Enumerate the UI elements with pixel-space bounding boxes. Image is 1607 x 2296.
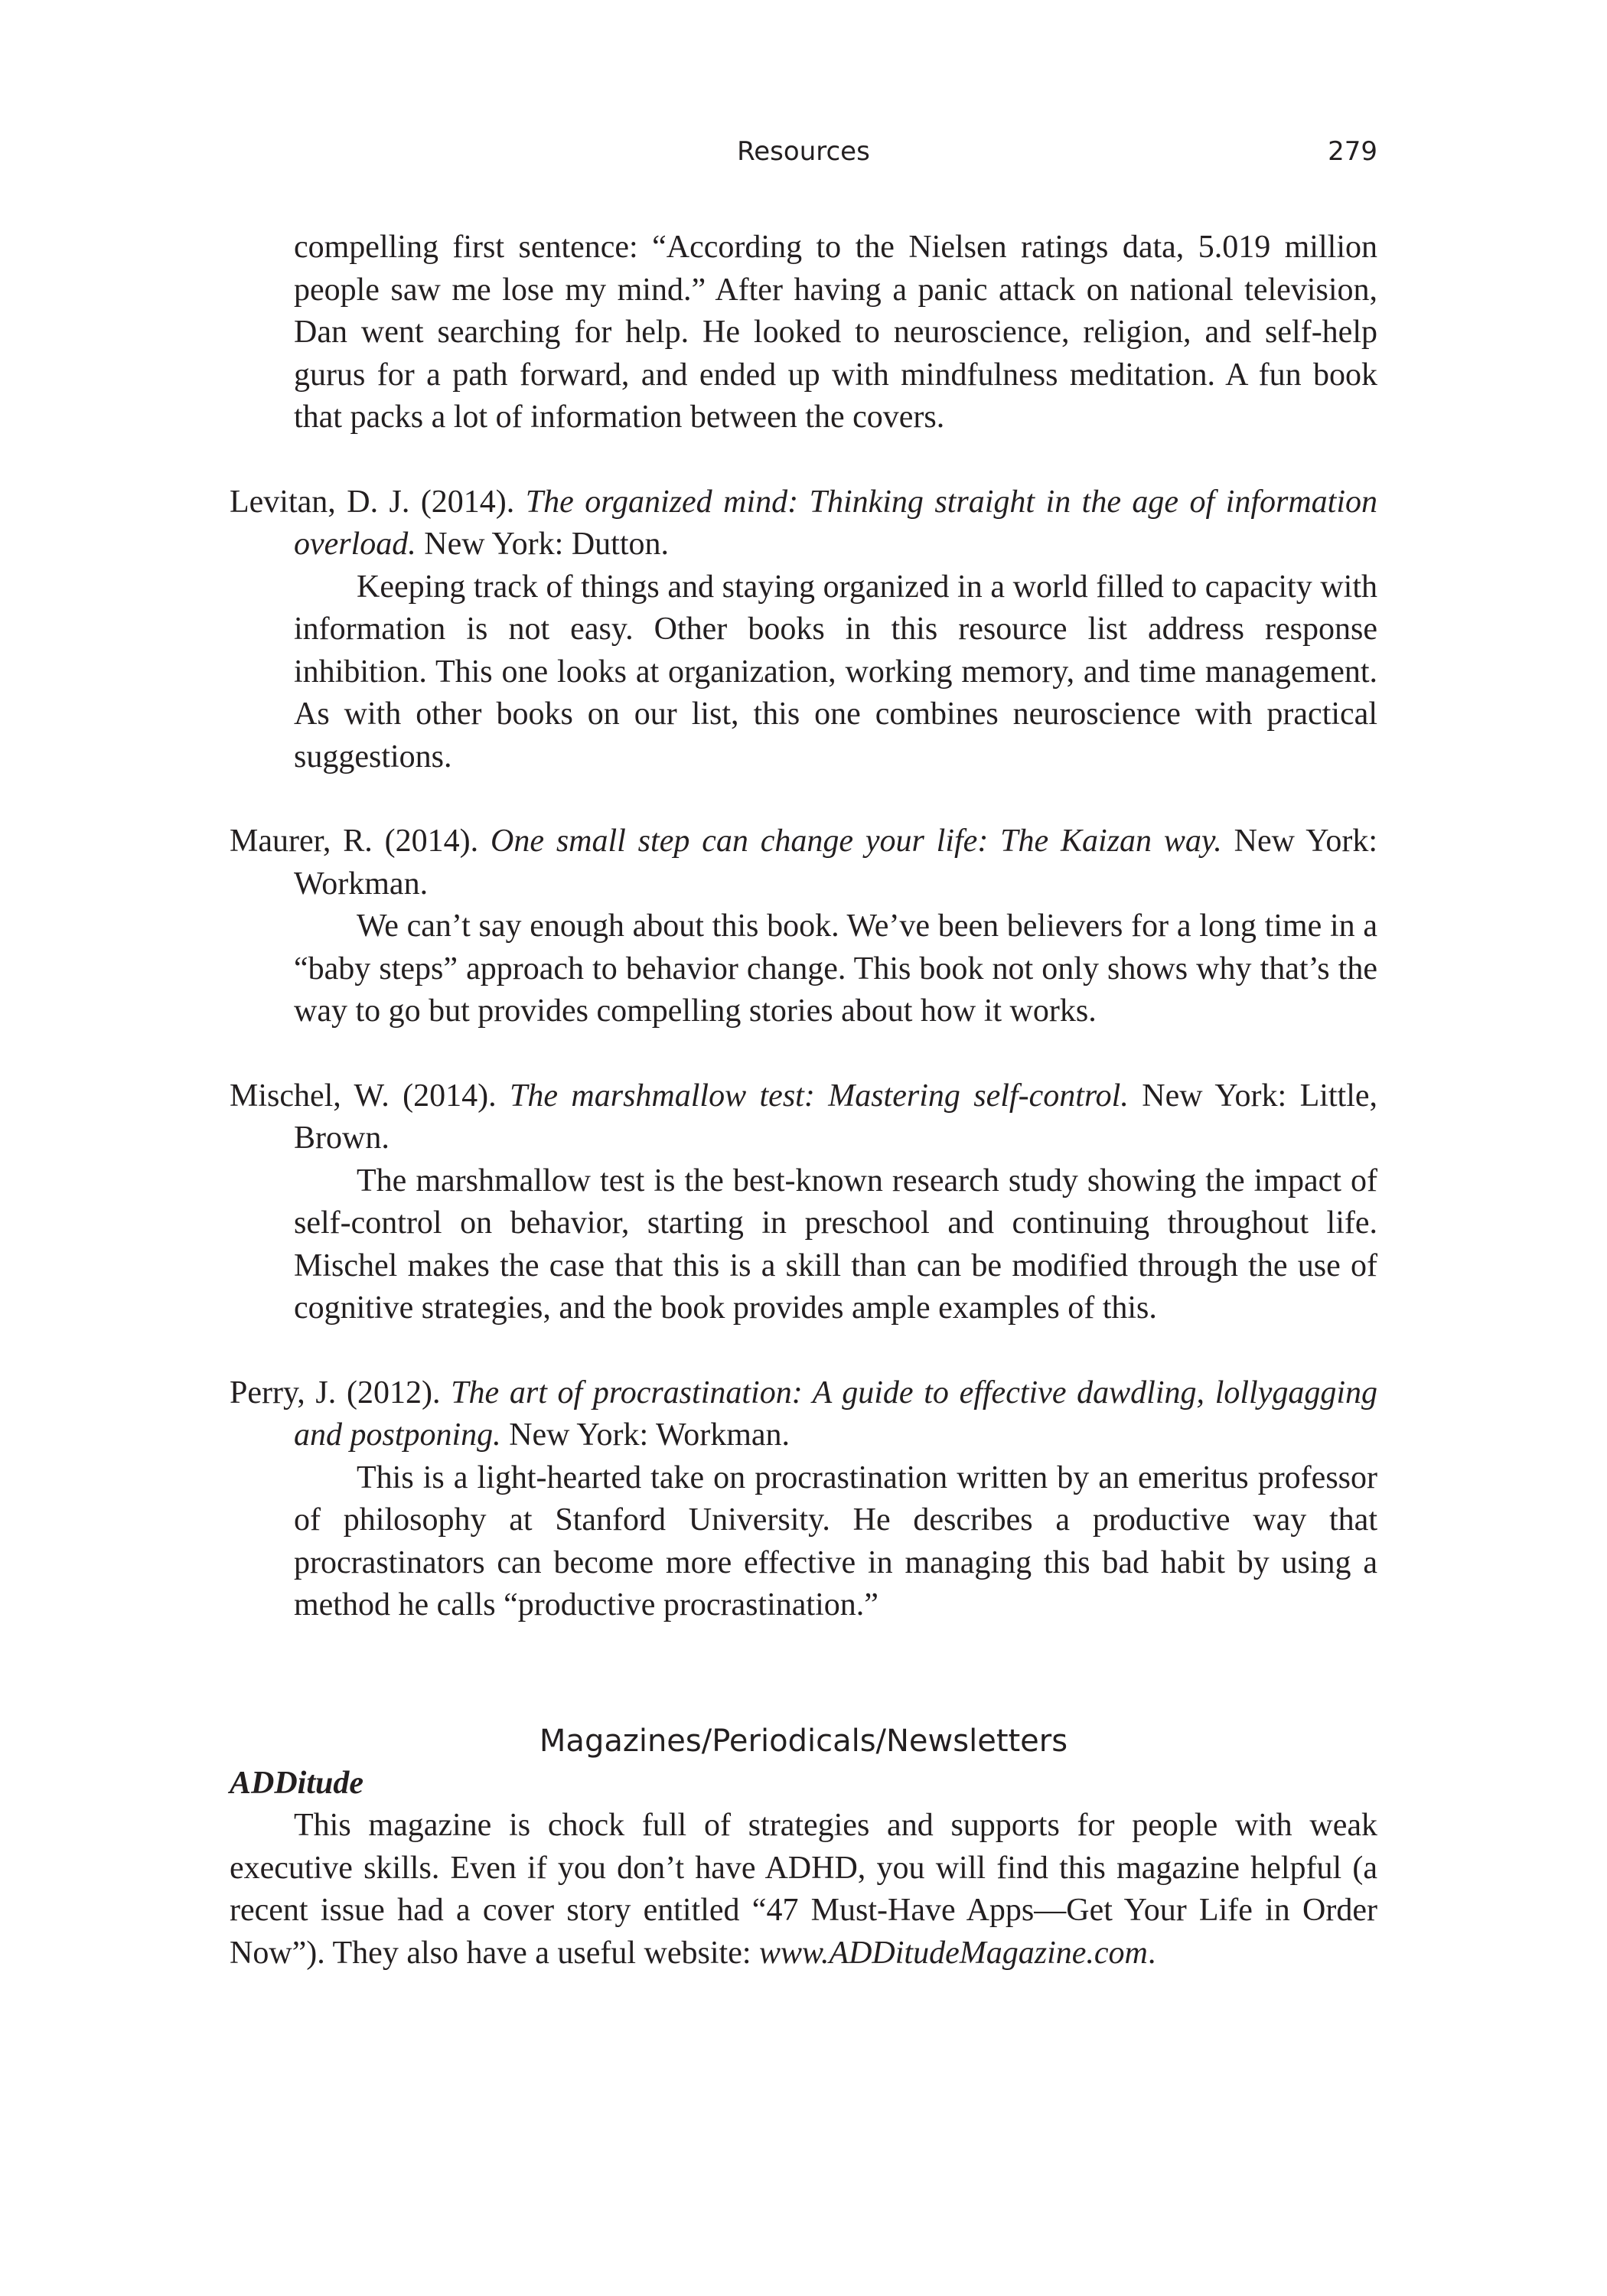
continued-annotation: compelling first sentence: “According to the Nielsen ratings data, 5.019 million people saw me lose my mind.” After having a panic attack on national television, Dan went searching for help. He looked to neuroscience, religion, and self-help gurus for a path forward, and ended up with mindfulness meditation. A fun book that packs a lot of information between the covers. bbox=[294, 230, 1377, 435]
citation-book-title: One small step can change your life: The Kaizan way. bbox=[490, 823, 1222, 859]
citation bbox=[230, 1075, 1377, 1160]
reference-entry-maurer bbox=[230, 820, 1377, 1033]
citation-author-year: Levitan, D. J. (2014). bbox=[230, 484, 515, 520]
citation-publisher: New York: Workman. bbox=[294, 823, 1378, 902]
running-head bbox=[230, 136, 1377, 174]
citation-book-title: The art of procrastination: A guide to effective dawdling, lollygagging and postponing. bbox=[294, 1375, 1378, 1453]
running-head-title: Resources bbox=[737, 136, 870, 167]
magazine-description bbox=[230, 1805, 1377, 1975]
citation-book-title: The marshmallow test: Mastering self-control. bbox=[510, 1078, 1129, 1114]
reference-entry-levitan bbox=[230, 481, 1377, 779]
citation-publisher: New York: Workman. bbox=[509, 1417, 790, 1453]
citation-author-year: Mischel, W. (2014). bbox=[230, 1078, 497, 1114]
annotation: The marshmallow test is the best-known research study showing the impact of self-control on behavior, starting in preschool and continuing throughout life. Mischel makes the case that this is a skill than can be modified through the use of cognitive strategies, and the book provides ample examples of this. bbox=[294, 1163, 1377, 1326]
annotation: This is a light-hearted take on procrastination written by an emeritus professor of philosophy at Stanford University. He describes a productive way that procrastinators can become more effective in managing this bad habit by using a method he calls “productive procrastination.” bbox=[294, 1459, 1377, 1623]
citation-publisher: New York: Dutton. bbox=[424, 527, 669, 562]
reference-entry-mischel bbox=[230, 1075, 1377, 1330]
annotation: We can’t say enough about this book. We’ve been believers for a long time in a “baby steps” approach to behavior change. This book not only shows why that’s the way to go but provides compelling stories about how it works. bbox=[294, 908, 1377, 1029]
magazine-website: www.ADDitudeMagazine.com bbox=[759, 1935, 1148, 1971]
annotation: Keeping track of things and staying organized in a world filled to capacity with information is not easy. Other books in this resource list address response inhibition. This one looks at organization, working memory, and time management. As with other books on our list, this one combines neuroscience with practical suggestions. bbox=[294, 569, 1377, 775]
section-heading: Magazines/Periodicals/Newsletters bbox=[539, 1723, 1068, 1759]
reference-entry-perry bbox=[230, 1372, 1377, 1627]
page-number: 279 bbox=[1328, 136, 1377, 167]
citation-author-year: Maurer, R. (2014). bbox=[230, 823, 479, 859]
citation bbox=[230, 481, 1377, 566]
citation bbox=[230, 1372, 1377, 1457]
magazine-title: ADDitude bbox=[230, 1765, 364, 1801]
citation-book-title: The organized mind: Thinking straight in the age of information overload. bbox=[294, 484, 1378, 562]
page-body bbox=[230, 227, 1377, 1975]
magazine-entry-additude bbox=[230, 1763, 1377, 1975]
magazine-end-punctuation: . bbox=[1147, 1935, 1156, 1971]
citation-publisher: New York: Little, Brown. bbox=[294, 1078, 1378, 1156]
magazine-description-text: This magazine is chock full of strategies and supports for people with weak executive skills. Even if you don’t have ADHD, you will find this magazine helpful (a recent issue had a cover story entitled “47 Must-Have Apps—Get Your Life in Order Now”). They also have a useful website: bbox=[230, 1808, 1377, 1971]
citation bbox=[230, 820, 1377, 905]
citation-author-year: Perry, J. (2012). bbox=[230, 1375, 441, 1411]
